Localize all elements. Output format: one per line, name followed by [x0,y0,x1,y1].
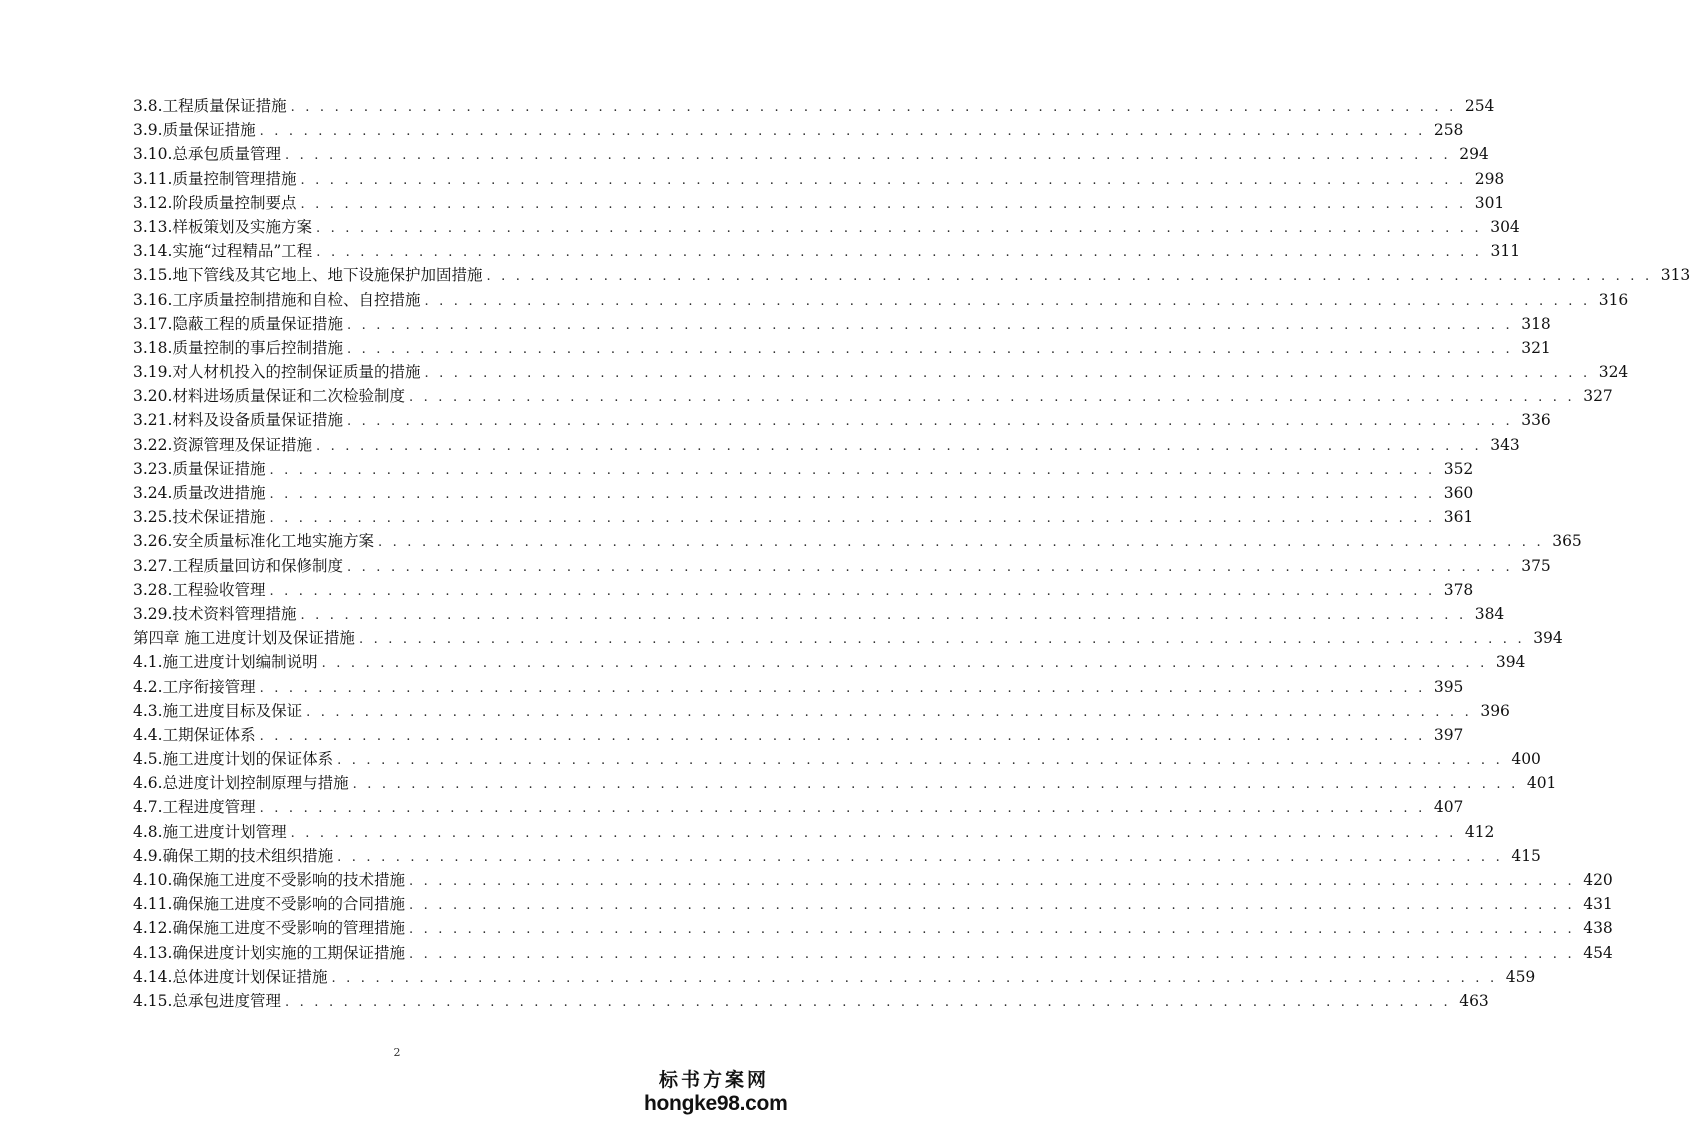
toc-entry-title: 3.12.阶段质量控制要点 [133,193,297,212]
toc-entry-page: 420 [1583,871,1613,889]
toc-leader-dots: . . . . . . . . . . . . . . . . . . . . . . . . . . . . . . . . . . . . . . . . . . . . . . . . . . . . . . . . . . . . . . . . . . . . . . . . . . . . . . . . [269,511,1436,527]
toc-entry-title: 3.8.工程质量保证措施 [133,97,287,115]
toc-entry-title: 3.13.样板策划及实施方案 [133,217,312,236]
toc-entry[interactable] [133,554,1551,578]
table-of-contents [133,94,1690,1013]
toc-leader-dots: . . . . . . . . . . . . . . . . . . . . . . . . . . . . . . . . . . . . . . . . . . . . . . . . . . . . . . . . . . . . . . . . . . . . . . . . . . . . . . . . [259,728,1426,744]
toc-entry[interactable] [133,505,1474,529]
toc-entry-page: 397 [1433,725,1464,744]
toc-leader-dots: . . . . . . . . . . . . . . . . . . . . . . . . . . . . . . . . . . . . . . . . . . . . . . . . . . . . . . . . . . . . . . . . . . . . . . . . . . . . . . . . [424,366,1591,382]
toc-entry-title: 3.22.资源管理及保证措施 [133,435,312,454]
toc-entry[interactable] [133,360,1629,384]
toc-entry-page: 352 [1443,459,1474,478]
toc-entry-title: 3.16.工序质量控制措施和自检、自控措施 [133,290,421,309]
toc-leader-dots: . . . . . . . . . . . . . . . . . . . . . . . . . . . . . . . . . . . . . . . . . . . . . . . . . . . . . . . . . . . . . . . . . . . . . . . . . . . . . . . . [346,559,1513,575]
toc-entry[interactable] [133,336,1551,360]
toc-entry-title: 4.11.确保施工进度不受影响的合同措施 [133,895,405,914]
toc-leader-dots: . . . . . . . . . . . . . . . . . . . . . . . . . . . . . . . . . . . . . . . . . . . . . . . . . . . . . . . . . . . . . . . . . . . . . . . . . . . . . . . . [408,946,1575,962]
toc-entry[interactable] [133,408,1551,432]
toc-entry-title: 3.18.质量控制的事后控制措施 [133,338,343,357]
toc-leader-dots: . . . . . . . . . . . . . . . . . . . . . . . . . . . . . . . . . . . . . . . . . . . . . . . . . . . . . . . . . . . . . . . . . . . . . . . . . . . . . . . . [315,220,1482,236]
toc-entry-title: 4.5.施工进度计划的保证体系 [133,750,334,769]
toc-entry-page: 360 [1443,484,1474,502]
toc-entry-page: 375 [1521,556,1551,575]
toc-entry-title: 4.8.施工进度计划管理 [133,822,287,841]
toc-entry-page: 394 [1533,629,1563,648]
toc-entry-page: 378 [1443,580,1474,599]
toc-leader-dots: . . . . . . . . . . . . . . . . . . . . . . . . . . . . . . . . . . . . . . . . . . . . . . . . . . . . . . . . . . . . . . . . . . . . . . . . . . . . . . . . [259,801,1426,817]
toc-entry-page: 407 [1433,798,1464,817]
toc-entry-page: 301 [1474,193,1505,212]
toc-entry-page: 438 [1583,919,1613,938]
toc-leader-dots: . . . . . . . . . . . . . . . . . . . . . . . . . . . . . . . . . . . . . . . . . . . . . . . . . . . . . . . . . . . . . . . . . . . . . . . . . . . . . . . . [331,970,1498,986]
toc-entry-title: 3.19.对人材机投入的控制保证质量的措施 [133,363,421,382]
toc-entry-page: 321 [1521,338,1551,357]
toc-entry-title: 4.14.总体进度计划保证措施 [133,967,328,986]
toc-entry-title: 4.6.总进度计划控制原理与措施 [133,774,349,793]
toc-entry[interactable] [133,699,1510,723]
toc-leader-dots: . . . . . . . . . . . . . . . . . . . . . . . . . . . . . . . . . . . . . . . . . . . . . . . . . . . . . . . . . . . . . . . . . . . . . . . . . . . . . . . . [337,753,1503,769]
toc-entry-page: 394 [1495,653,1526,672]
toc-entry-title: 3.28.工程验收管理 [133,580,266,599]
toc-entry[interactable] [133,167,1505,191]
toc-entry[interactable] [133,965,1536,989]
toc-entry-page: 454 [1583,943,1613,962]
toc-entry-page: 361 [1443,508,1474,527]
toc-entry-title: 3.20.材料进场质量保证和二次检验制度 [133,387,405,406]
toc-leader-dots: . . . . . . . . . . . . . . . . . . . . . . . . . . . . . . . . . . . . . . . . . . . . . . . . . . . . . . . . . . . . . . . . . . . . . . . . . . . . . . . . [290,100,1457,115]
toc-entry-title: 3.11.质量控制管理措施 [133,169,297,188]
toc-entry-page: 343 [1490,435,1520,454]
toc-entry[interactable] [133,529,1582,553]
toc-entry[interactable] [133,723,1464,747]
toc-entry-page: 304 [1490,217,1520,236]
toc-entry-title: 4.13.确保进度计划实施的工期保证措施 [133,943,405,962]
toc-entry-title: 3.17.隐蔽工程的质量保证措施 [133,314,343,333]
toc-leader-dots: . . . . . . . . . . . . . . . . . . . . . . . . . . . . . . . . . . . . . . . . . . . . . . . . . . . . . . . . . . . . . . . . . . . . . . . . . . . . . . . . [486,269,1653,285]
toc-leader-dots: . . . . . . . . . . . . . . . . . . . . . . . . . . . . . . . . . . . . . . . . . . . . . . . . . . . . . . . . . . . . . . . . . . . . . . . . . . . . . . . . [424,293,1591,309]
toc-entry-title: 4.3.施工进度目标及保证 [133,701,303,720]
toc-entry-page: 324 [1598,363,1629,382]
toc-entry-title: 3.21.材料及设备质量保证措施 [133,411,343,430]
toc-leader-dots: . . . . . . . . . . . . . . . . . . . . . . . . . . . . . . . . . . . . . . . . . . . . . . . . . . . . . . . . . . . . . . . . . . . . . . . . . . . . . . . . [269,462,1436,478]
toc-entry-page: 318 [1521,314,1551,333]
toc-entry-title: 4.12.确保施工进度不受影响的管理措施 [133,919,405,938]
toc-leader-dots: . . . . . . . . . . . . . . . . . . . . . . . . . . . . . . . . . . . . . . . . . . . . . . . . . . . . . . . . . . . . . . . . . . . . . . . . . . . . . . . . [259,680,1426,696]
toc-leader-dots: . . . . . . . . . . . . . . . . . . . . . . . . . . . . . . . . . . . . . . . . . . . . . . . . . . . . . . . . . . . . . . . . . . . . . . . . . . . . . . . . [408,874,1575,889]
toc-entry[interactable] [133,747,1541,771]
toc-entry-page: 401 [1526,774,1557,793]
toc-entry-page: 384 [1474,604,1505,623]
toc-entry-page: 412 [1464,822,1495,841]
toc-leader-dots: . . . . . . . . . . . . . . . . . . . . . . . . . . . . . . . . . . . . . . . . . . . . . . . . . . . . . . . . . . . . . . . . . . . . . . . . . . . . . . . . [300,172,1467,188]
toc-entry[interactable] [133,191,1505,215]
toc-entry-page: 459 [1505,967,1536,986]
toc-entry[interactable] [133,795,1464,819]
toc-entry-page: 311 [1490,242,1521,261]
toc-entry[interactable] [133,771,1557,795]
toc-entry[interactable] [133,239,1521,263]
toc-entry[interactable] [133,916,1613,940]
page-number: 2 [393,1046,401,1059]
toc-entry[interactable] [133,457,1474,481]
toc-entry-page: 327 [1583,387,1613,406]
toc-entry-title: 3.15.地下管线及其它地上、地下设施保护加固措施 [133,266,483,285]
toc-leader-dots: . . . . . . . . . . . . . . . . . . . . . . . . . . . . . . . . . . . . . . . . . . . . . . . . . . . . . . . . . . . . . . . . . . . . . . . . . . . . . . . . [358,632,1525,648]
toc-leader-dots: . . . . . . . . . . . . . . . . . . . . . . . . . . . . . . . . . . . . . . . . . . . . . . . . . . . . . . . . . . . . . . . . . . . . . . . . . . . . . . . . [346,414,1513,430]
toc-leader-dots: . . . . . . . . . . . . . . . . . . . . . . . . . . . . . . . . . . . . . . . . . . . . . . . . . . . . . . . . . . . . . . . . . . . . . . . . . . . . . . . . [315,438,1482,454]
toc-entry-title: 4.4.工期保证体系 [133,725,256,744]
toc-entry-page: 400 [1511,750,1541,769]
toc-entry[interactable] [133,989,1489,1013]
toc-entry-title: 3.29.技术资料管理措施 [133,604,297,623]
toc-entry-title: 3.9.质量保证措施 [133,121,256,140]
watermark-logo [644,1068,788,1116]
toc-entry[interactable] [133,481,1474,505]
toc-leader-dots: . . . . . . . . . . . . . . . . . . . . . . . . . . . . . . . . . . . . . . . . . . . . . . . . . . . . . . . . . . . . . . . . . . . . . . . . . . . . . . . . [346,341,1513,357]
toc-entry-page: 258 [1433,121,1464,140]
toc-entry[interactable] [133,118,1464,142]
toc-leader-dots: . . . . . . . . . . . . . . . . . . . . . . . . . . . . . . . . . . . . . . . . . . . . . . . . . . . . . . . . . . . . . . . . . . . . . . . . . . . . . . . . [290,825,1457,841]
toc-entry[interactable] [133,94,1495,118]
toc-entry[interactable] [133,626,1563,650]
toc-entry-page: 396 [1480,701,1510,720]
watermark-site-name: 标书方案网 [658,1069,769,1091]
toc-entry[interactable] [133,675,1464,699]
toc-entry[interactable] [133,650,1526,674]
toc-leader-dots: . . . . . . . . . . . . . . . . . . . . . . . . . . . . . . . . . . . . . . . . . . . . . . . . . . . . . . . . . . . . . . . . . . . . . . . . . . . . . . . . [259,124,1426,140]
toc-leader-dots: . . . . . . . . . . . . . . . . . . . . . . . . . . . . . . . . . . . . . . . . . . . . . . . . . . . . . . . . . . . . . . . . . . . . . . . . . . . . . . . . [377,535,1544,551]
toc-entry-title: 3.27.工程质量回访和保修制度 [133,556,343,575]
toc-entry-title: 4.7.工程进度管理 [133,798,256,817]
watermark-site-url: hongke98.com [644,1092,788,1115]
toc-entry[interactable] [133,288,1629,312]
toc-entry[interactable] [133,844,1541,868]
toc-entry-page: 336 [1521,411,1551,430]
toc-entry[interactable] [133,433,1520,457]
toc-entry[interactable] [133,820,1495,844]
toc-leader-dots: . . . . . . . . . . . . . . . . . . . . . . . . . . . . . . . . . . . . . . . . . . . . . . . . . . . . . . . . . . . . . . . . . . . . . . . . . . . . . . . . [346,317,1513,333]
toc-entry[interactable] [133,868,1613,892]
toc-entry-page: 254 [1464,97,1495,115]
toc-entry[interactable] [133,384,1613,408]
toc-entry[interactable] [133,142,1489,166]
toc-leader-dots: . . . . . . . . . . . . . . . . . . . . . . . . . . . . . . . . . . . . . . . . . . . . . . . . . . . . . . . . . . . . . . . . . . . . . . . . . . . . . . . . [337,849,1503,865]
toc-entry-title: 3.25.技术保证措施 [133,508,266,527]
toc-leader-dots: . . . . . . . . . . . . . . . . . . . . . . . . . . . . . . . . . . . . . . . . . . . . . . . . . . . . . . . . . . . . . . . . . . . . . . . . . . . . . . . . [408,390,1575,406]
toc-entry[interactable] [133,312,1551,336]
toc-entry-page: 313 [1660,266,1690,285]
toc-entry[interactable] [133,578,1474,602]
toc-leader-dots: . . . . . . . . . . . . . . . . . . . . . . . . . . . . . . . . . . . . . . . . . . . . . . . . . . . . . . . . . . . . . . . . . . . . . . . . . . . . . . . . [284,994,1451,1010]
toc-entry-title: 4.10.确保施工进度不受影响的技术措施 [133,871,405,889]
toc-entry[interactable] [133,215,1520,239]
toc-entry[interactable] [133,941,1613,965]
toc-entry-title: 3.26.安全质量标准化工地实施方案 [133,532,374,551]
toc-leader-dots: . . . . . . . . . . . . . . . . . . . . . . . . . . . . . . . . . . . . . . . . . . . . . . . . . . . . . . . . . . . . . . . . . . . . . . . . . . . . . . . . [269,487,1436,502]
toc-entry-title: 3.24.质量改进措施 [133,484,266,502]
toc-leader-dots: . . . . . . . . . . . . . . . . . . . . . . . . . . . . . . . . . . . . . . . . . . . . . . . . . . . . . . . . . . . . . . . . . . . . . . . . . . . . . . . . [300,607,1467,623]
toc-entry-page: 431 [1583,895,1613,914]
toc-leader-dots: . . . . . . . . . . . . . . . . . . . . . . . . . . . . . . . . . . . . . . . . . . . . . . . . . . . . . . . . . . . . . . . . . . . . . . . . . . . . . . . . [269,583,1436,599]
toc-entry-title: 4.2.工序衔接管理 [133,677,256,696]
toc-entry-title: 4.9.确保工期的技术组织措施 [133,846,334,865]
toc-entry-page: 294 [1459,145,1489,164]
toc-leader-dots: . . . . . . . . . . . . . . . . . . . . . . . . . . . . . . . . . . . . . . . . . . . . . . . . . . . . . . . . . . . . . . . . . . . . . . . . . . . . . . . . [284,148,1451,164]
toc-entry-title: 3.10.总承包质量管理 [133,145,281,164]
toc-entry-title: 4.1.施工进度计划编制说明 [133,653,318,672]
toc-leader-dots: . . . . . . . . . . . . . . . . . . . . . . . . . . . . . . . . . . . . . . . . . . . . . . . . . . . . . . . . . . . . . . . . . . . . . . . . . . . . . . . . [352,777,1519,793]
toc-entry[interactable] [133,263,1690,287]
toc-leader-dots: . . . . . . . . . . . . . . . . . . . . . . . . . . . . . . . . . . . . . . . . . . . . . . . . . . . . . . . . . . . . . . . . . . . . . . . . . . . . . . . . [316,245,1483,261]
toc-entry[interactable] [133,892,1613,916]
toc-leader-dots: . . . . . . . . . . . . . . . . . . . . . . . . . . . . . . . . . . . . . . . . . . . . . . . . . . . . . . . . . . . . . . . . . . . . . . . . . . . . . . . . [408,898,1575,914]
toc-entry[interactable] [133,602,1505,626]
toc-leader-dots: . . . . . . . . . . . . . . . . . . . . . . . . . . . . . . . . . . . . . . . . . . . . . . . . . . . . . . . . . . . . . . . . . . . . . . . . . . . . . . . . [300,196,1467,212]
toc-leader-dots: . . . . . . . . . . . . . . . . . . . . . . . . . . . . . . . . . . . . . . . . . . . . . . . . . . . . . . . . . . . . . . . . . . . . . . . . . . . . . . . . [321,656,1488,672]
toc-entry-page: 365 [1552,532,1582,551]
toc-entry-page: 395 [1433,677,1464,696]
toc-entry-page: 298 [1474,169,1505,188]
toc-entry-title: 3.14.实施“过程精品”工程 [133,242,313,261]
toc-entry-page: 415 [1511,846,1541,865]
toc-entry-title: 第四章 施工进度计划及保证措施 [133,629,355,648]
toc-leader-dots: . . . . . . . . . . . . . . . . . . . . . . . . . . . . . . . . . . . . . . . . . . . . . . . . . . . . . . . . . . . . . . . . . . . . . . . . . . . . . . . . [408,922,1575,938]
toc-entry-page: 316 [1598,290,1629,309]
toc-entry-page: 463 [1459,991,1489,1010]
toc-leader-dots: . . . . . . . . . . . . . . . . . . . . . . . . . . . . . . . . . . . . . . . . . . . . . . . . . . . . . . . . . . . . . . . . . . . . . . . . . . . . . . . . [306,704,1472,720]
toc-entry-title: 3.23.质量保证措施 [133,459,266,478]
toc-entry-title: 4.15.总承包进度管理 [133,991,281,1010]
